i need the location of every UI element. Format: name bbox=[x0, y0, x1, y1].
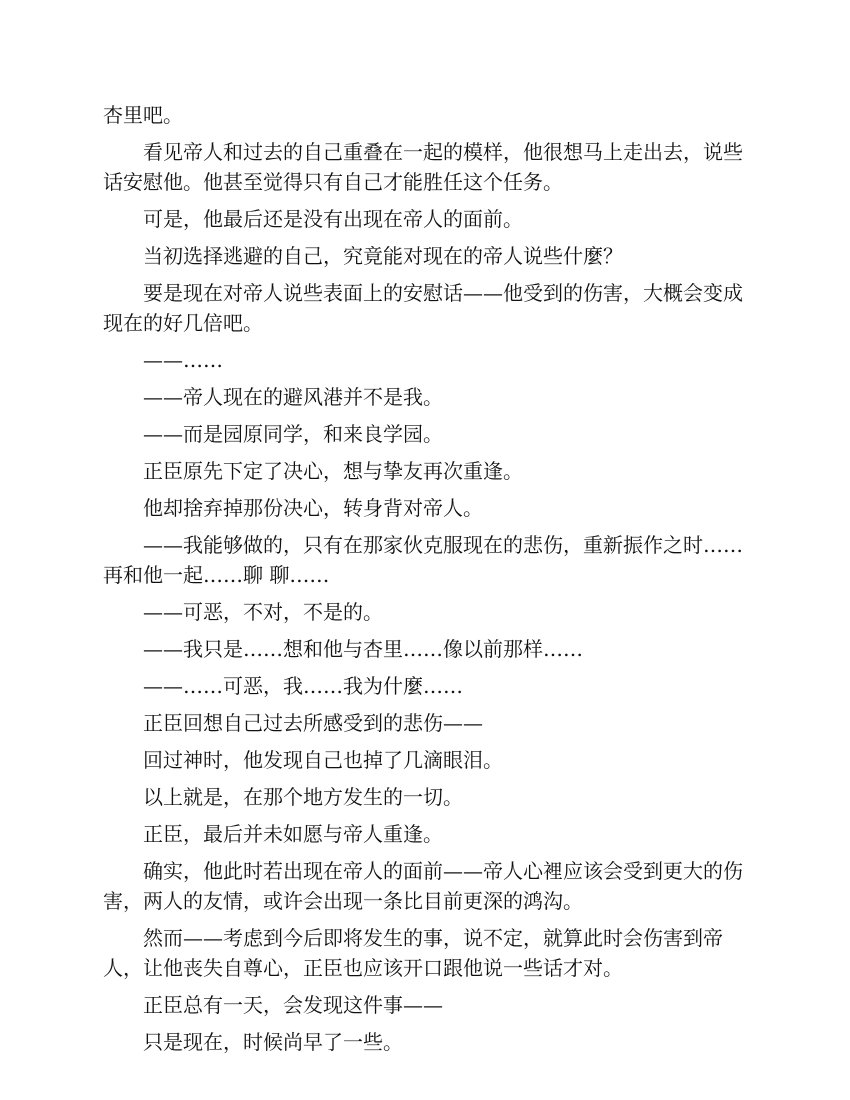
paragraph: ——我能够做的，只有在那家伙克服现在的悲伤，重新振作之时……再和他一起……聊 聊…… bbox=[103, 533, 743, 587]
paragraph: ——帝人现在的避风港并不是我。 bbox=[143, 385, 443, 409]
paragraph: 杏里吧。 bbox=[103, 103, 183, 127]
paragraph: 确实，他此时若出现在帝人的面前——帝人心裡应该会受到更大的伤害，两人的友情，或许会出现一条比目前更深的鸿沟。 bbox=[103, 859, 743, 913]
paragraph: 他却捨弃掉那份决心，转身背对帝人。 bbox=[143, 496, 483, 520]
paragraph: 正臣，最后并未如愿与帝人重逢。 bbox=[143, 822, 443, 846]
paragraph: 只是现在，时候尚早了一些。 bbox=[143, 1030, 403, 1054]
paragraph: 正臣回想自己过去所感受到的悲伤—— bbox=[143, 711, 483, 735]
paragraph: 正臣原先下定了决心，想与挚友再次重逢。 bbox=[143, 459, 523, 483]
paragraph: 正臣总有一天，会发现这件事—— bbox=[143, 993, 443, 1017]
body-text bbox=[103, 100, 753, 1064]
paragraph: ——…… bbox=[143, 348, 223, 372]
paragraph: 然而——考虑到今后即将发生的事，说不定，就算此时会伤害到帝人，让他丧失自尊心，正臣也应该开口跟他说一些话才对。 bbox=[103, 926, 723, 980]
paragraph: 以上就是，在那个地方发生的一切。 bbox=[143, 785, 463, 809]
paragraph: 要是现在对帝人说些表面上的安慰话——他受到的伤害，大概会变成现在的好几倍吧。 bbox=[103, 281, 743, 335]
paragraph: ——我只是……想和他与杏里……像以前那样…… bbox=[143, 637, 583, 661]
paragraph: ——而是园原同学，和来良学园。 bbox=[143, 422, 443, 446]
paragraph: 看见帝人和过去的自己重叠在一起的模样，他很想马上走出去，说些话安慰他。他甚至觉得只有自己才能胜任这个任务。 bbox=[103, 140, 743, 194]
paragraph: 当初选择逃避的自己，究竟能对现在的帝人说些什麼？ bbox=[143, 244, 623, 268]
paragraph: 可是，他最后还是没有出现在帝人的面前。 bbox=[143, 207, 523, 231]
paragraph: ——……可恶，我……我为什麼…… bbox=[143, 674, 463, 698]
paragraph: ——可恶，不对，不是的。 bbox=[143, 600, 383, 624]
paragraph: 回过神时，他发现自己也掉了几滴眼泪。 bbox=[143, 748, 503, 772]
